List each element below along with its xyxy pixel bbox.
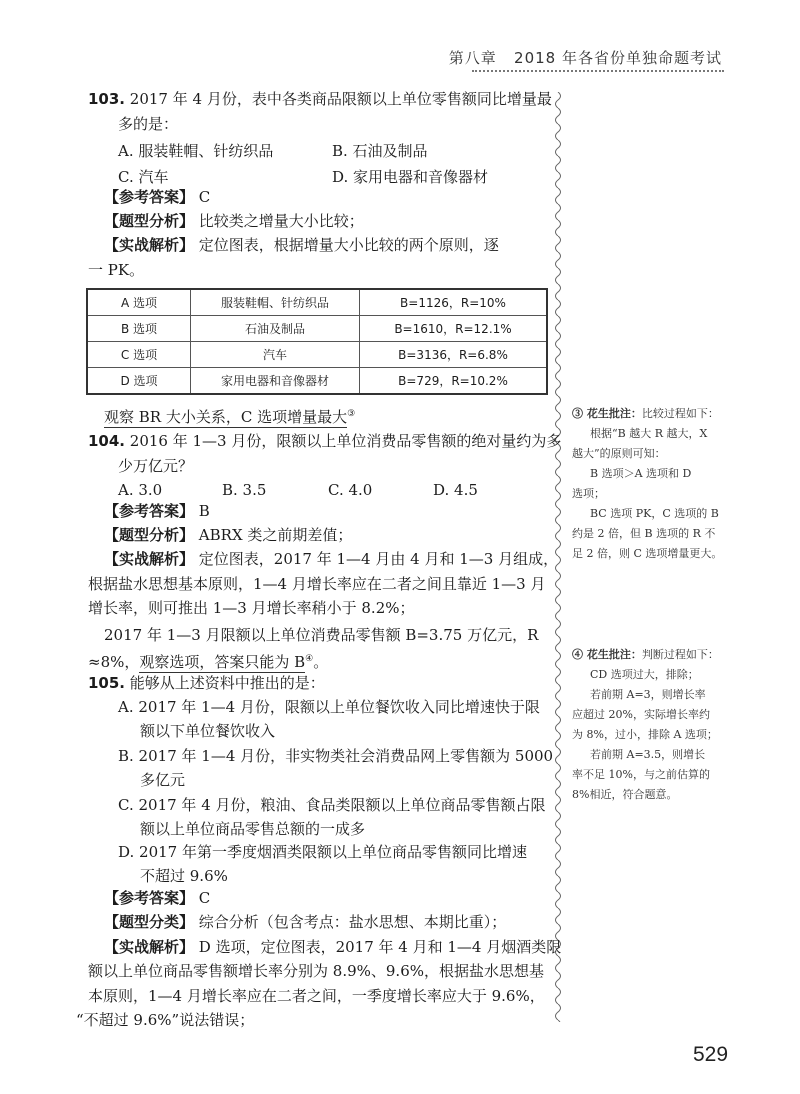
q104-option-a: A. 3.0 [118,481,163,499]
q103-stem-text: 2017 年 4 月份，表中各类商品限额以上单位零售额同比增量最 [129,90,552,108]
q103-analysis-text1: 定位图表，根据增量大小比较的两个原则，逐 [198,236,499,254]
q103-option-b: B. 石油及制品 [332,142,428,160]
note-intro: 判断过程如下： [641,648,719,661]
q104-option-b: B. 3.5 [222,481,267,499]
margin-note-4 [572,645,742,805]
table-cell: D 选项 [87,368,191,395]
q103-answer-label: 【参考答案】 [104,188,195,206]
note-line: 足 2 倍，则 C 选项增量更大。 [572,547,723,560]
q105-analysis-label: 【实战解析】 [104,938,195,956]
q104-stem-line2: 少万亿元？ [118,457,194,475]
q104-answer-label: 【参考答案】 [104,502,195,520]
q105-answer-label: 【参考答案】 [104,889,195,907]
note-line: 越大”的原则可知： [572,447,666,460]
q104-option-c: C. 4.0 [328,481,373,499]
note-line: 应超过 20%，实际增长率约 [572,708,710,721]
q104-option-d: D. 4.5 [433,481,478,499]
q103-conclusion [104,403,355,428]
table-cell: B=1126，R=10% [360,289,548,316]
q105-option-b-line2: 多亿元 [140,771,186,789]
note-line: 选项； [572,487,605,500]
q103-analysis-line2: 一 PK。 [88,261,145,279]
note-heading [572,404,742,424]
table-row [87,316,547,342]
q105-type [104,911,506,933]
q103-stem-line2: 多的是： [118,115,179,133]
q105-option-d-line2: 不超过 9.6% [140,867,228,885]
q104-analysis-line4: 2017 年 1—3 月限额以上单位消费品零售额 B=3.75 万亿元，R [104,626,539,644]
note-line: 率不足 10%，与之前估算的 [572,768,710,781]
q103-answer-value: C [198,188,211,206]
note-line: 约是 2 倍，但 B 选项的 R 不 [572,527,716,540]
note-title: ④ 花生批注： [572,648,642,661]
q103-type-label: 【题型分析】 [104,212,195,230]
q105-option-d-line1: D. 2017 年第一季度烟酒类限额以上单位商品零售额同比增速 [118,843,527,861]
q105-analysis-line4: “不超过 9.6%”说法错误； [76,1011,255,1029]
table-cell: B=729，R=10.2% [360,368,548,395]
q105-type-text: 综合分析（包含考点：盐水思想、本期比重）； [198,913,507,931]
running-header [449,47,722,68]
q103-conclusion-text: 观察 BR 大小关系，C 选项增量最大 [104,408,348,426]
q104-answer-value: B [198,502,210,520]
q104-type-label: 【题型分析】 [104,526,195,544]
note-line: 为 8%，过小，排除 A 选项； [572,728,718,741]
note-title: ③ 花生批注： [572,407,642,420]
q105-number: 105. [88,674,126,692]
note-line: 若前期 A=3，则增长率 [590,688,706,701]
page-number: 529 [693,1043,729,1066]
q105-stem [88,672,325,694]
q104-analysis-underlined: 观察选项，答案只能为 B [139,653,306,671]
q103-answer [104,186,210,208]
q104-analysis-text5c: 。 [313,653,329,671]
q103-option-d: D. 家用电器和音像器材 [332,168,489,186]
q105-option-b-line1: B. 2017 年 1—4 月份，非实物类社会消费品网上零售额为 5000 [118,747,554,765]
q105-analysis-line3: 本原则，1—4 月增长率应在二者之间，一季度增长率应大于 9.6%， [88,987,545,1005]
q104-stem-text: 2016 年 1—3 月份，限额以上单位消费品零售额的绝对量约为多 [129,432,562,450]
q103-analysis-line1 [104,234,499,256]
table-row [87,289,547,316]
table-cell: 服装鞋帽、针纺织品 [191,289,360,316]
note-line: 根据“B 越大 R 越大，X [590,427,708,440]
q105-type-label: 【题型分类】 [104,913,195,931]
header-title: 2018 年各省份单独命题考试 [514,49,722,67]
q104-analysis-line2: 根据盐水思想基本原则，1—4 月增长率应在二者之间且靠近 1—3 月 [88,575,546,593]
note-line: CD 选项过大，排除； [590,668,699,681]
note-heading [572,645,742,665]
note-intro: 比较过程如下： [641,407,719,420]
q103-stem-line1 [88,88,552,110]
footnote-mark: ③ [347,409,356,419]
table-row [87,368,547,395]
footnote-mark: ④ [305,654,314,664]
note-line: B 选项＞A 选项和 D [590,467,692,480]
q105-analysis-line1 [104,936,561,958]
q104-type [104,524,352,546]
q103-analysis-label: 【实战解析】 [104,236,195,254]
q104-analysis-label: 【实战解析】 [104,550,195,568]
q105-option-c-line1: C. 2017 年 4 月份，粮油、食品类限额以上单位商品零售额占限 [118,796,546,814]
q105-stem-text: 能够从上述资料中推出的是： [129,674,325,692]
q105-option-a-line1: A. 2017 年 1—4 月份，限额以上单位餐饮收入同比增速快于限 [118,698,540,716]
q105-option-a-line2: 额以下单位餐饮收入 [140,722,276,740]
q103-type-text: 比较类之增量大小比较； [198,212,364,230]
q103-type [104,210,364,232]
table-cell: A 选项 [87,289,191,316]
table-cell: 汽车 [191,342,360,368]
q104-analysis-text1: 定位图表，2017 年 1—4 月由 4 月和 1—3 月组成， [198,550,559,568]
table-cell: 家用电器和音像器材 [191,368,360,395]
q104-answer [104,500,210,522]
table-cell: B=3136，R=6.8% [360,342,548,368]
note-line: 8%相近，符合题意。 [572,788,678,801]
q105-option-c-line2: 额以上单位商品零售总额的一成多 [140,820,366,838]
q105-answer [104,887,210,909]
table-cell: B 选项 [87,316,191,342]
q105-answer-value: C [198,889,211,907]
note-line: BC 选项 PK，C 选项的 B [590,507,719,520]
q103-option-c: C. 汽车 [118,168,169,186]
q104-analysis-text5a: ≈8%， [88,653,140,671]
q104-analysis-line5 [88,648,328,673]
margin-note-3 [572,404,742,564]
q104-type-text: ABRX 类之前期差值； [198,526,353,544]
table-cell: C 选项 [87,342,191,368]
note-line: 若前期 A=3.5，则增长 [590,748,706,761]
q104-stem-line1 [88,430,561,452]
chapter-label: 第八章 [448,49,497,67]
table-cell: B=1610，R=12.1% [360,316,548,342]
q104-analysis-line1 [104,548,558,570]
q105-analysis-text1: D 选项，定位图表，2017 年 4 月和 1—4 月烟酒类限 [198,938,562,956]
q103-option-a: A. 服装鞋帽、针纺织品 [118,142,274,160]
q103-number: 103. [88,90,126,108]
q103-comparison-table [86,288,548,395]
q104-analysis-line3: 增长率，则可推出 1—3 月增长率稍小于 8.2%； [88,599,415,617]
header-divider [472,70,724,72]
table-row [87,342,547,368]
q105-analysis-line2: 额以上单位商品零售额增长率分别为 8.9%、9.6%，根据盐水思想基 [88,962,544,980]
table-cell: 石油及制品 [191,316,360,342]
q104-number: 104. [88,432,126,450]
